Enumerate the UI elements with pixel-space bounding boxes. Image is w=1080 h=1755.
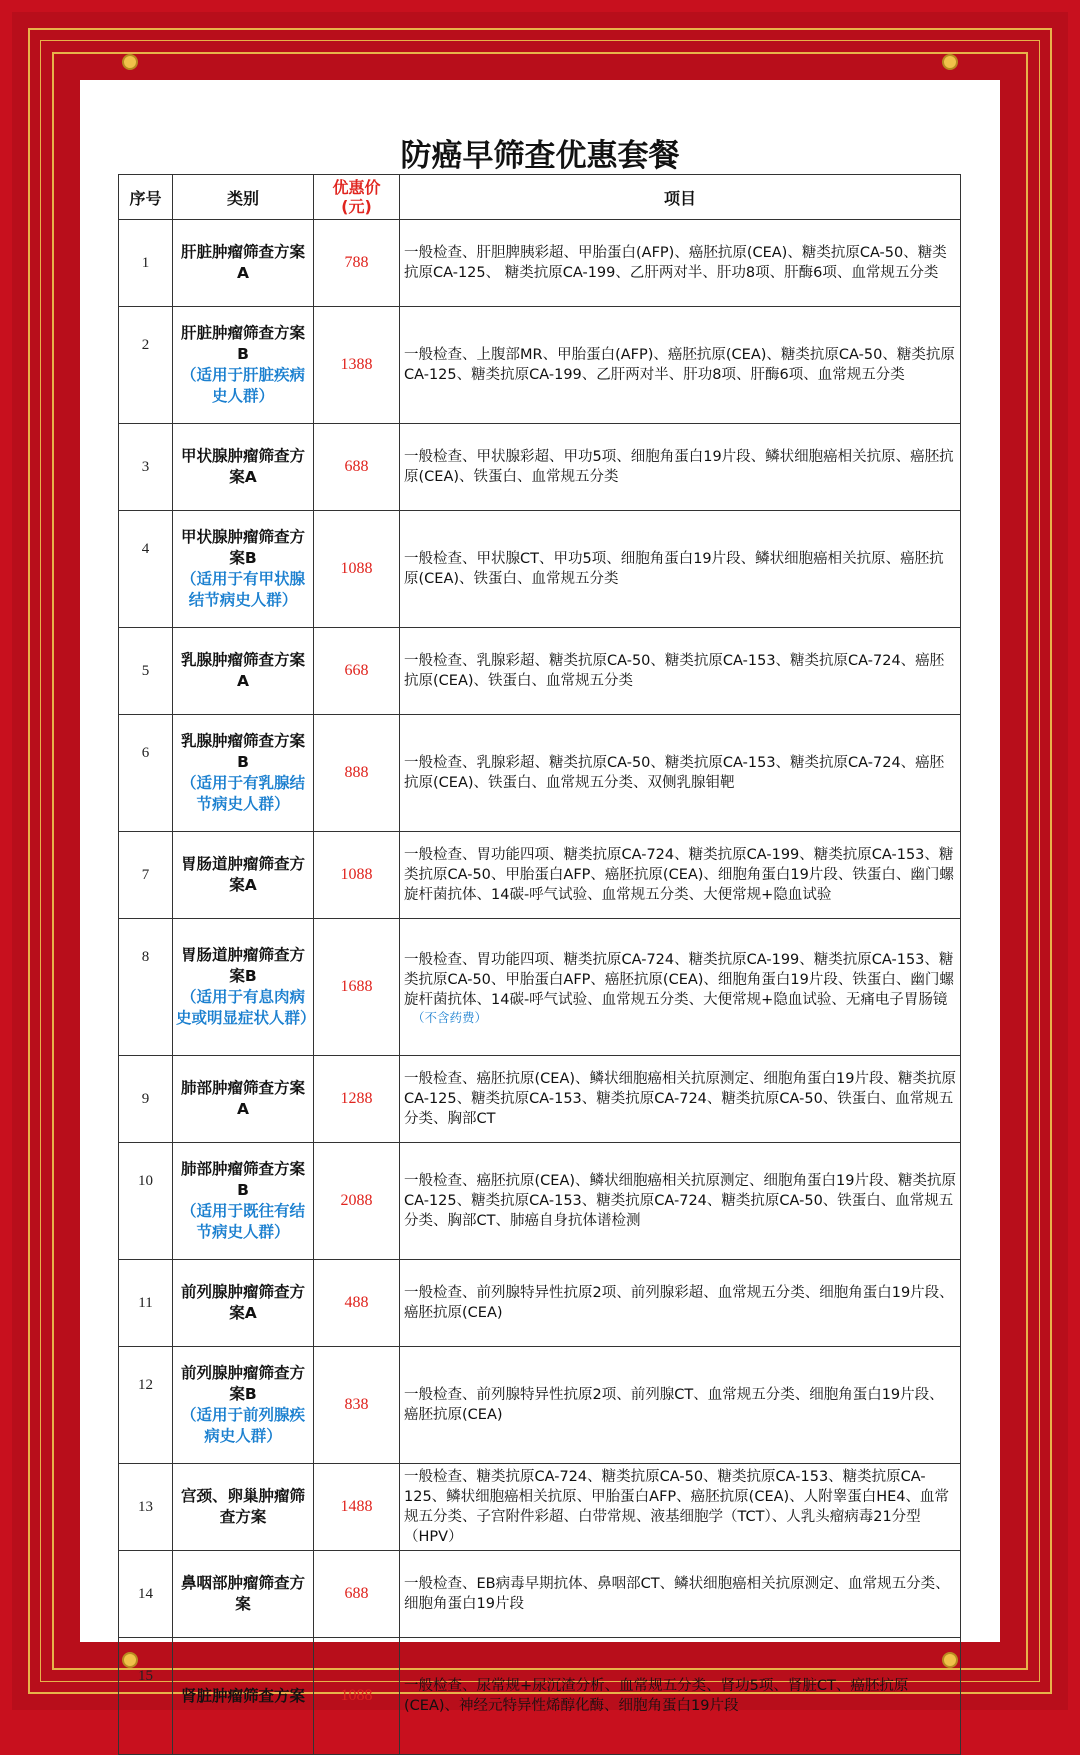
row-price: 1488: [314, 1464, 400, 1551]
row-category: [173, 832, 314, 919]
row-category: [173, 1260, 314, 1347]
row-category: [173, 715, 314, 832]
items-text: 一般检查、前列腺特异性抗原2项、前列腺彩超、血常规五分类、细胞角蛋白19片段、癌胚抗原(CEA): [404, 1285, 954, 1321]
row-seq: 3: [119, 424, 173, 511]
category-name: 乳腺肿瘤筛查方案A: [180, 651, 305, 690]
row-price: 688: [314, 1551, 400, 1638]
row-category: [173, 220, 314, 307]
table-row: [119, 1260, 961, 1347]
table-row: [119, 832, 961, 919]
row-price: 788: [314, 220, 400, 307]
gold-dot-icon: [122, 54, 138, 70]
package-table: [118, 174, 961, 1755]
category-note: （适用于有乳腺结节病史人群）: [180, 774, 305, 813]
category-name: 肾脏肿瘤筛查方案: [180, 1686, 305, 1705]
items-text: 一般检查、上腹部MR、甲胎蛋白(AFP)、癌胚抗原(CEA)、糖类抗原CA-50、糖类抗原CA-125、糖类抗原CA-199、乙肝两对半、肝功8项、肝酶6项、血常规五分类: [404, 347, 955, 383]
header-seq: 序号: [119, 175, 173, 220]
row-price: 1288: [314, 1056, 400, 1143]
row-price: 1088: [314, 511, 400, 628]
row-items: [400, 1260, 961, 1347]
table-row: [119, 919, 961, 1056]
row-category: [173, 424, 314, 511]
items-text: 一般检查、肝胆脾胰彩超、甲胎蛋白(AFP)、癌胚抗原(CEA)、糖类抗原CA-50、糖类抗原CA-125、 糖类抗原CA-199、乙肝两对半、肝功8项、肝酶6项、血常规五分类: [404, 245, 947, 281]
items-text: 一般检查、乳腺彩超、糖类抗原CA-50、糖类抗原CA-153、糖类抗原CA-724、癌胚抗原(CEA)、铁蛋白、血常规五分类、双侧乳腺钼靶: [404, 755, 945, 791]
row-items: [400, 628, 961, 715]
row-items: [400, 1056, 961, 1143]
row-seq: 11: [119, 1260, 173, 1347]
row-seq: 14: [119, 1551, 173, 1638]
items-note: （不含药费）: [412, 1009, 488, 1025]
items-text: 一般检查、EB病毒早期抗体、鼻咽部CT、鳞状细胞癌相关抗原测定、血常规五分类、细胞角蛋白19片段: [404, 1576, 950, 1612]
items-text: 一般检查、甲状腺CT、甲功5项、细胞角蛋白19片段、鳞状细胞癌相关抗原、癌胚抗原(CEA)、铁蛋白、血常规五分类: [404, 551, 944, 587]
row-price: 1688: [314, 919, 400, 1056]
row-seq: 15: [119, 1638, 173, 1755]
table-row: [119, 1347, 961, 1464]
row-items: [400, 1143, 961, 1260]
row-category: [173, 628, 314, 715]
header-items: 项目: [400, 175, 961, 220]
table-row: [119, 715, 961, 832]
header-price-line1: 优惠价: [332, 178, 381, 197]
row-items: [400, 715, 961, 832]
row-category: [173, 1638, 314, 1755]
category-name: 前列腺肿瘤筛查方案B: [180, 1364, 305, 1403]
page-title: 防癌早筛查优惠套餐: [400, 138, 680, 174]
row-seq: 13: [119, 1464, 173, 1551]
category-note: （适用于前列腺疾病史人群）: [180, 1406, 305, 1445]
row-category: [173, 511, 314, 628]
row-seq: 7: [119, 832, 173, 919]
category-name: 胃肠道肿瘤筛查方案A: [180, 855, 305, 894]
table-row: [119, 511, 961, 628]
category-name: 宫颈、卵巢肿瘤筛查方案: [180, 1487, 305, 1526]
row-items: [400, 919, 961, 1056]
row-seq: 1: [119, 220, 173, 307]
category-name: 胃肠道肿瘤筛查方案B: [180, 946, 305, 985]
row-price: 2088: [314, 1143, 400, 1260]
row-items: [400, 1551, 961, 1638]
row-seq: 12: [119, 1347, 173, 1464]
category-name: 鼻咽部肿瘤筛查方案: [180, 1574, 305, 1613]
row-seq: 5: [119, 628, 173, 715]
category-note: （适用于有甲状腺结节病史人群）: [180, 570, 305, 609]
table-row: [119, 628, 961, 715]
items-text: 一般检查、癌胚抗原(CEA)、鳞状细胞癌相关抗原测定、细胞角蛋白19片段、糖类抗原CA-125、糖类抗原CA-153、糖类抗原CA-724、糖类抗原CA-50、铁蛋白、血常规五分类、胸部CT、肺癌自身抗体谱检测: [404, 1173, 956, 1229]
row-seq: 2: [119, 307, 173, 424]
row-items: [400, 832, 961, 919]
items-text: 一般检查、癌胚抗原(CEA)、鳞状细胞癌相关抗原测定、细胞角蛋白19片段、糖类抗原CA-125、糖类抗原CA-153、糖类抗原CA-724、糖类抗原CA-50、铁蛋白、血常规五分类、胸部CT: [404, 1071, 956, 1127]
category-name: 肺部肿瘤筛查方案B: [180, 1160, 305, 1199]
row-category: [173, 307, 314, 424]
row-items: [400, 1347, 961, 1464]
row-price: 838: [314, 1347, 400, 1464]
row-items: [400, 1464, 961, 1551]
row-items: [400, 1638, 961, 1755]
category-note: （适用于既往有结节病史人群）: [180, 1202, 305, 1241]
items-text: 一般检查、甲状腺彩超、甲功5项、细胞角蛋白19片段、鳞状细胞癌相关抗原、癌胚抗原(CEA)、铁蛋白、血常规五分类: [404, 449, 954, 485]
row-seq: 8: [119, 919, 173, 1056]
category-name: 甲状腺肿瘤筛查方案B: [180, 528, 305, 567]
items-text: 一般检查、糖类抗原CA-724、糖类抗原CA-50、糖类抗原CA-153、糖类抗原CA-125、鳞状细胞癌相关抗原、甲胎蛋白AFP、癌胚抗原(CEA)、人附睾蛋白HE4、血常规五分类、子宫附件彩超、白带常规、液基细胞学（TCT）、人乳头瘤病毒21分型（HPV）: [404, 1469, 949, 1545]
row-price: 1088: [314, 832, 400, 919]
table-row: [119, 307, 961, 424]
row-items: [400, 307, 961, 424]
category-name: 肺部肿瘤筛查方案A: [180, 1079, 305, 1118]
row-category: [173, 1464, 314, 1551]
row-items: [400, 511, 961, 628]
items-text: 一般检查、尿常规+尿沉渣分析、血常规五分类、肾功5项、肾脏CT、癌胚抗原(CEA)、神经元特异性烯醇化酶、细胞角蛋白19片段: [404, 1678, 909, 1714]
table-body: [119, 220, 961, 1755]
category-name: 乳腺肿瘤筛查方案B: [180, 732, 305, 771]
header-price: [314, 175, 400, 220]
row-category: [173, 919, 314, 1056]
category-note: （适用于肝脏疾病史人群）: [180, 366, 305, 405]
items-text: 一般检查、乳腺彩超、糖类抗原CA-50、糖类抗原CA-153、糖类抗原CA-724、癌胚抗原(CEA)、铁蛋白、血常规五分类: [404, 653, 945, 689]
row-category: [173, 1056, 314, 1143]
row-seq: 6: [119, 715, 173, 832]
row-seq: 4: [119, 511, 173, 628]
row-price: 1088: [314, 1638, 400, 1755]
row-category: [173, 1143, 314, 1260]
table-row: [119, 1551, 961, 1638]
row-price: 488: [314, 1260, 400, 1347]
table-header-row: [119, 175, 961, 220]
header-price-line2: (元): [341, 197, 372, 216]
table-row: [119, 1638, 961, 1755]
table-row: [119, 1143, 961, 1260]
row-category: [173, 1551, 314, 1638]
category-name: 前列腺肿瘤筛查方案A: [180, 1283, 305, 1322]
table-row: [119, 1056, 961, 1143]
row-seq: 10: [119, 1143, 173, 1260]
gold-dot-icon: [942, 54, 958, 70]
category-note: （适用于有息肉病史或明显症状人群）: [176, 988, 316, 1027]
row-price: 888: [314, 715, 400, 832]
items-text: 一般检查、前列腺特异性抗原2项、前列腺CT、血常规五分类、细胞角蛋白19片段、癌胚抗原(CEA): [404, 1387, 944, 1423]
category-name: 肝脏肿瘤筛查方案A: [180, 243, 305, 282]
items-text: 一般检查、胃功能四项、糖类抗原CA-724、糖类抗原CA-199、糖类抗原CA-153、糖类抗原CA-50、甲胎蛋白AFP、癌胚抗原(CEA)、细胞角蛋白19片段、铁蛋白、幽门螺旋杆菌抗体、14碳-呼气试验、血常规五分类、大便常规+隐血试验、无痛电子胃肠镜: [404, 951, 954, 1008]
row-category: [173, 1347, 314, 1464]
table-row: [119, 1464, 961, 1551]
row-price: 1388: [314, 307, 400, 424]
row-items: [400, 424, 961, 511]
header-category: 类别: [173, 175, 314, 220]
table-row: [119, 424, 961, 511]
category-name: 肝脏肿瘤筛查方案B: [180, 324, 305, 363]
table-row: [119, 220, 961, 307]
row-price: 688: [314, 424, 400, 511]
items-text: 一般检查、胃功能四项、糖类抗原CA-724、糖类抗原CA-199、糖类抗原CA-153、糖类抗原CA-50、甲胎蛋白AFP、癌胚抗原(CEA)、细胞角蛋白19片段、铁蛋白、幽门螺旋杆菌抗体、14碳-呼气试验、血常规五分类、大便常规+隐血试验: [404, 847, 954, 903]
row-items: [400, 220, 961, 307]
category-name: 甲状腺肿瘤筛查方案A: [180, 447, 305, 486]
row-price: 668: [314, 628, 400, 715]
row-seq: 9: [119, 1056, 173, 1143]
content-paper: [80, 80, 1000, 1714]
